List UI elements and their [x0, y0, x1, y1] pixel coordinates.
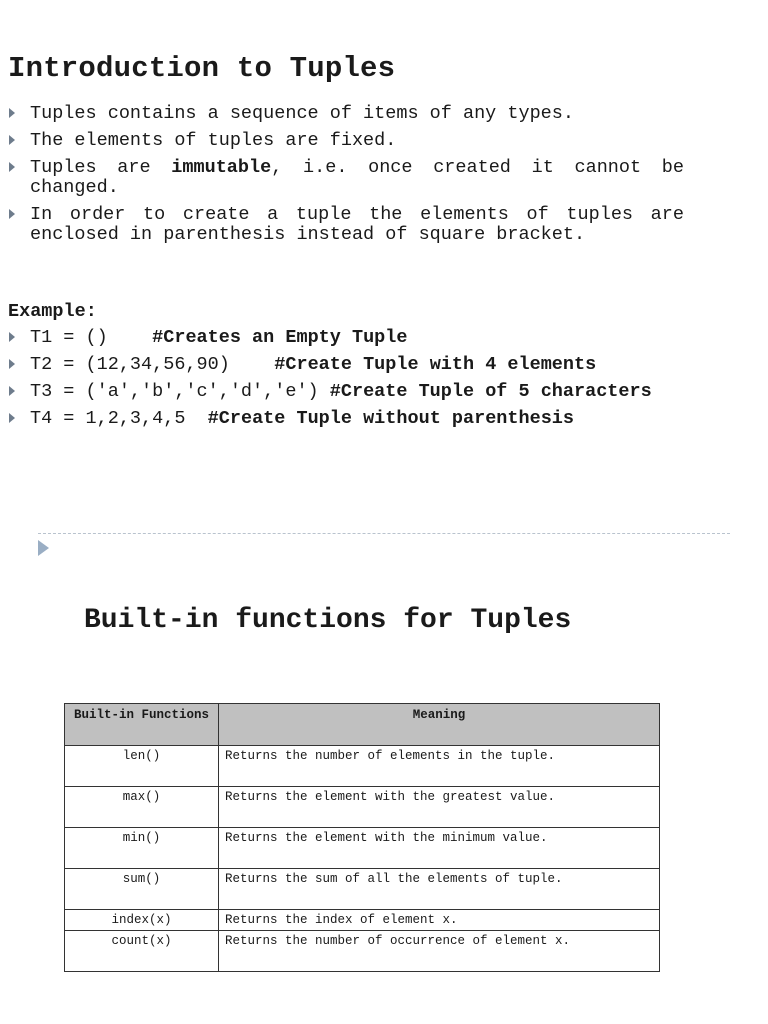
bullet-arrow-icon: [9, 332, 15, 342]
function-cell: index(x): [65, 910, 219, 931]
example-item: [8, 409, 684, 429]
emphasis-text: immutable: [171, 157, 272, 178]
bullet-item: The elements of tuples are fixed.: [8, 131, 684, 151]
example-item: [8, 382, 684, 402]
bullet-item: In order to create a tuple the elements of tuples are enclosed in parenthesis instead of square bracket.: [8, 205, 684, 245]
function-cell: max(): [65, 787, 219, 828]
example-item: [8, 328, 684, 348]
meaning-cell: Returns the number of elements in the tuple.: [219, 746, 660, 787]
example-code: T4 = 1,2,3,4,5: [30, 408, 186, 429]
column-header-functions: Built-in Functions: [65, 704, 219, 746]
example-code: T1 = (): [30, 327, 108, 348]
function-cell: sum(): [65, 869, 219, 910]
table-row: [65, 869, 660, 910]
bullet-arrow-icon: [9, 108, 15, 118]
meaning-cell: Returns the element with the minimum value.: [219, 828, 660, 869]
meaning-cell: Returns the sum of all the elements of tuple.: [219, 869, 660, 910]
bullet-arrow-icon: [9, 359, 15, 369]
table-header-row: [65, 704, 660, 746]
bullet-arrow-icon: [9, 413, 15, 423]
example-comment: #Creates an Empty Tuple: [152, 327, 408, 348]
meaning-cell: Returns the index of element x.: [219, 910, 660, 931]
example-heading: Example:: [8, 301, 97, 322]
example-code: T3 = ('a','b','c','d','e'): [30, 381, 319, 402]
example-comment: #Create Tuple of 5 characters: [329, 381, 652, 402]
table-row: [65, 910, 660, 931]
builtin-functions-table: [64, 703, 660, 972]
page-title: Introduction to Tuples: [8, 52, 396, 85]
intro-bullet-list: [8, 104, 684, 252]
example-item: [8, 355, 684, 375]
meaning-cell: Returns the element with the greatest value.: [219, 787, 660, 828]
function-cell: min(): [65, 828, 219, 869]
bullet-item: Tuples are immutable, i.e. once created it cannot be changed.: [8, 158, 684, 198]
section-title: Built-in functions for Tuples: [84, 605, 572, 636]
table-row: [65, 931, 660, 972]
example-code: T2 = (12,34,56,90): [30, 354, 230, 375]
column-header-meaning: Meaning: [219, 704, 660, 746]
bullet-arrow-icon: [9, 135, 15, 145]
table-row: [65, 746, 660, 787]
table-row: [65, 828, 660, 869]
bullet-arrow-icon: [9, 386, 15, 396]
bullet-item: Tuples contains a sequence of items of any types.: [8, 104, 684, 124]
example-comment: #Create Tuple without parenthesis: [207, 408, 575, 429]
function-cell: count(x): [65, 931, 219, 972]
meaning-cell: Returns the number of occurrence of element x.: [219, 931, 660, 972]
example-comment: #Create Tuple with 4 elements: [274, 354, 597, 375]
example-list: [8, 328, 684, 436]
bullet-arrow-icon: [9, 209, 15, 219]
slide-arrow-icon: [38, 540, 49, 556]
bullet-arrow-icon: [9, 162, 15, 172]
function-cell: len(): [65, 746, 219, 787]
table-row: [65, 787, 660, 828]
slide-divider: [38, 533, 730, 534]
